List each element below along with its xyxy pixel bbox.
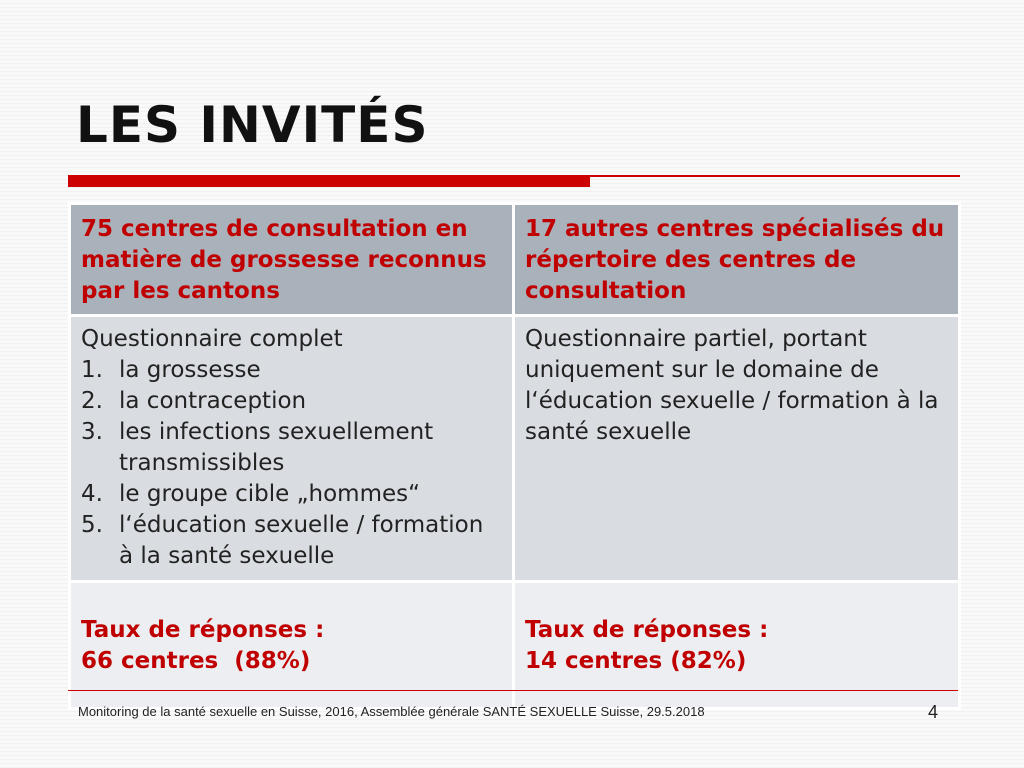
list-item-number: 2.: [81, 388, 103, 414]
list-item: [81, 510, 502, 572]
footer-divider: [68, 690, 958, 691]
response-rate-value: 66 centres (88%): [81, 648, 311, 674]
list-item-number: 1.: [81, 357, 103, 383]
response-rate-label: Taux de réponses :: [81, 617, 325, 643]
header-cell-recognized-centres: 75 centres de consultation en matière de grossesse reconnus par les cantons: [70, 204, 514, 316]
header-cell-specialized-centres: 17 autres centres spécialisés du répertoire des centres de consultation: [514, 204, 960, 316]
list-item-text: le groupe cible „hommes“: [119, 481, 421, 507]
list-item: [81, 479, 502, 510]
list-item-text: la contraception: [119, 388, 307, 414]
response-rate-label: Taux de réponses :: [525, 617, 769, 643]
list-item-number: 5.: [81, 512, 103, 538]
list-item: [81, 417, 502, 479]
response-rate-value: 14 centres (82%): [525, 648, 747, 674]
list-item-text: les infections sexuellement transmissibles: [119, 419, 434, 476]
guests-table: [68, 202, 961, 710]
slide-title: LES INVITÉS: [76, 96, 429, 154]
list-item: [81, 386, 502, 417]
topics-list: [81, 355, 502, 572]
list-item-text: la grossesse: [119, 357, 261, 383]
page-number: 4: [928, 702, 939, 722]
title-underline-thick: [68, 175, 590, 187]
list-item: [81, 355, 502, 386]
list-item-number: 4.: [81, 481, 103, 507]
table-body-row: [70, 316, 960, 582]
full-questionnaire-intro: Questionnaire complet: [81, 326, 343, 352]
body-cell-partial-questionnaire: Questionnaire partiel, portant uniquement sur le domaine de l‘éducation sexuelle / formation à la santé sexuelle: [514, 316, 960, 582]
list-item-text: l‘éducation sexuelle / formation à la santé sexuelle: [119, 512, 484, 569]
list-item-number: 3.: [81, 419, 103, 445]
table-header-row: [70, 204, 960, 316]
body-cell-full-questionnaire: [70, 316, 514, 582]
footer-citation: Monitoring de la santé sexuelle en Suisse, 2016, Assemblée générale SANTÉ SEXUELLE Suisse, 29.5.2018: [78, 704, 705, 719]
title-underline-thin: [590, 175, 960, 177]
